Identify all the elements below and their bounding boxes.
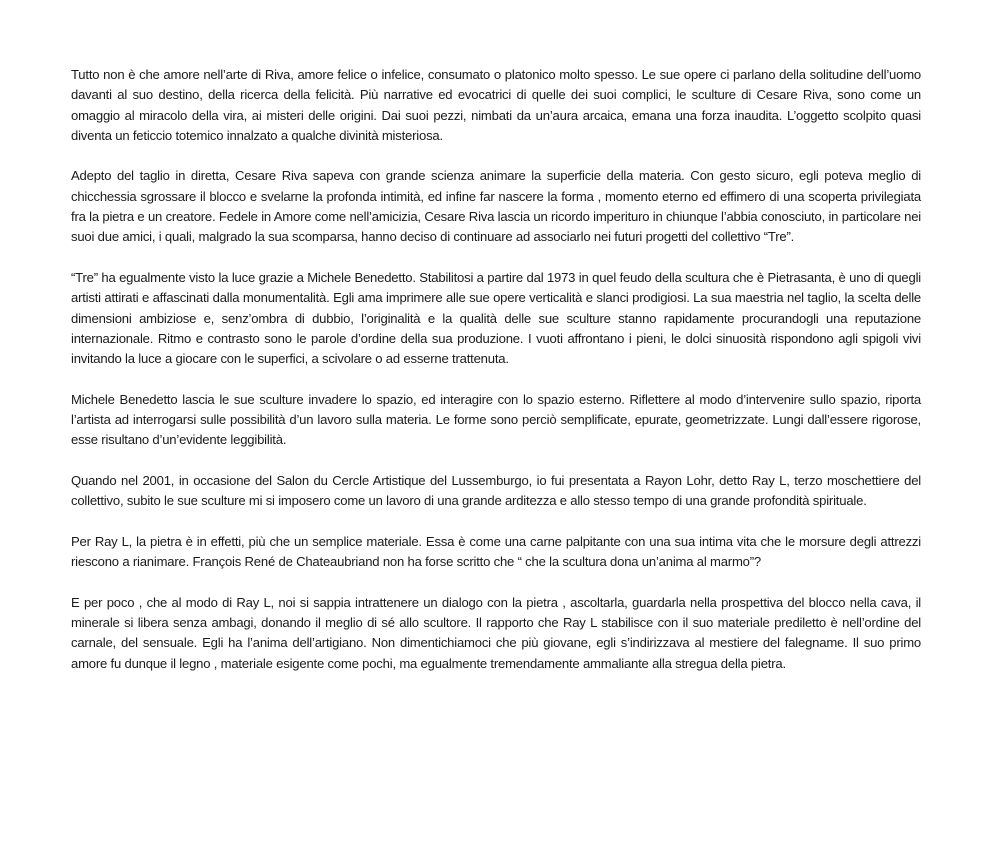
paragraph-1: Tutto non è che amore nell’arte di Riva, amore felice o infelice, consumato o platonico molto spesso. Le sue opere ci parlano della solitudine dell’uomo davanti al suo destino, della ricerca della felicità. Più narrative ed evocatrici di quelle dei suoi complici, le sculture di Cesare Riva, sono come un omaggio al miracolo della vira, ai misteri delle origini. Dai suoi pezzi, nimbati da un’aura arcaica, emana una forza inaudita. L’oggetto scolpito quasi diventa un feticcio totemico innalzato a qualche divinità misteriosa.	[71, 67, 921, 143]
paragraph-6: Per Ray L, la pietra è in effetti, più che un semplice materiale. Essa è come una carne palpitante con una sua intima vita che le morsure degli attrezzi riescono a rianimare. François René de Chateaubriand non ha forse scritto che “ che la scultura dona un’anima al marmo”?	[71, 533, 921, 570]
paragraph-3: “Tre” ha egualmente visto la luce grazie a Michele Benedetto. Stabilitosi a partire dal 1973 in quel feudo della scultura che è Pietrasanta, è uno di quegli artisti attirati e affascinati dalla monumentalità. Egli ama imprimere alle sue opere verticalità e slanci prodigiosi. La sua maestria nel taglio, la scelta delle dimensioni ambiziose e, senz’ombra di dubbio, l’originalità e la qualità delle sue sculture stanno rapidamente procurandogli una reputazione internazionale. Ritmo e contrasto sono le parole d’ordine della sua produzione. I vuoti affrontano i pieni, le dolci sinuosità rispondono agli spigoli vivi invitando la luce a giocare con le superfici, a scivolare o ad esserne trattenuta.	[71, 269, 921, 367]
paragraph-5: Quando nel 2001, in occasione del Salon du Cercle Artistique del Lussemburgo, io fui presentata a Rayon Lohr, detto Ray L, terzo moschettiere del collettivo, subito le sue sculture mi si imposero come un lavoro di una grande arditezza e allo stesso tempo di una grande profondità spirituale.	[71, 472, 921, 509]
paragraph-4: Michele Benedetto lascia le sue sculture invadere lo spazio, ed interagire con lo spazio esterno. Riflettere al modo d’intervenire sullo spazio, riporta l’artista ad interrogarsi sulle possibilità d’un lavoro sulla materia. Le forme sono perciò semplificate, epurate, geometrizzate. Lungi dall’essere rigorose, esse risultano d’un’evidente leggibilità.	[71, 391, 921, 448]
paragraph-2: Adepto del taglio in diretta, Cesare Riva sapeva con grande scienza animare la superficie della materia. Con gesto sicuro, egli poteva meglio di chicchessia sgrossare il blocco e svelarne la profonda intimità, ed infine far nascere la forma , momento eterno ed effimero di una scoperta privilegiata fra la pietra e un creatore. Fedele in Amore come nell’amicizia, Cesare Riva lascia un ricordo imperituro in chiunque l’abbia conosciuto, in particolare nei suoi due amici, i quali, malgrado la sua scomparsa, hanno deciso di continuare ad associarlo nei futuri progetti del collettivo “Tre”.	[71, 168, 921, 245]
document-body	[71, 65, 921, 694]
paragraph-7: E per poco , che al modo di Ray L, noi si sappia intrattenere un dialogo con la pietra , ascoltarla, guardarla nella prospettiva del blocco nella cava, il minerale si libera senza ambagi, donando il meglio di sé allo scultore. Il rapporto che Ray L stabilisce con il suo materiale prediletto è nell’ordine del carnale, del sensuale. Egli ha l’anima dell’artigiano. Non dimentichiamoci che più giovane, egli s’indirizzava al mestiere del falegname. Il suo primo amore fu dunque il legno , materiale esigente come pochi, ma egualmente tremendamente ammaliante alla stregua della pietra.	[71, 594, 921, 671]
